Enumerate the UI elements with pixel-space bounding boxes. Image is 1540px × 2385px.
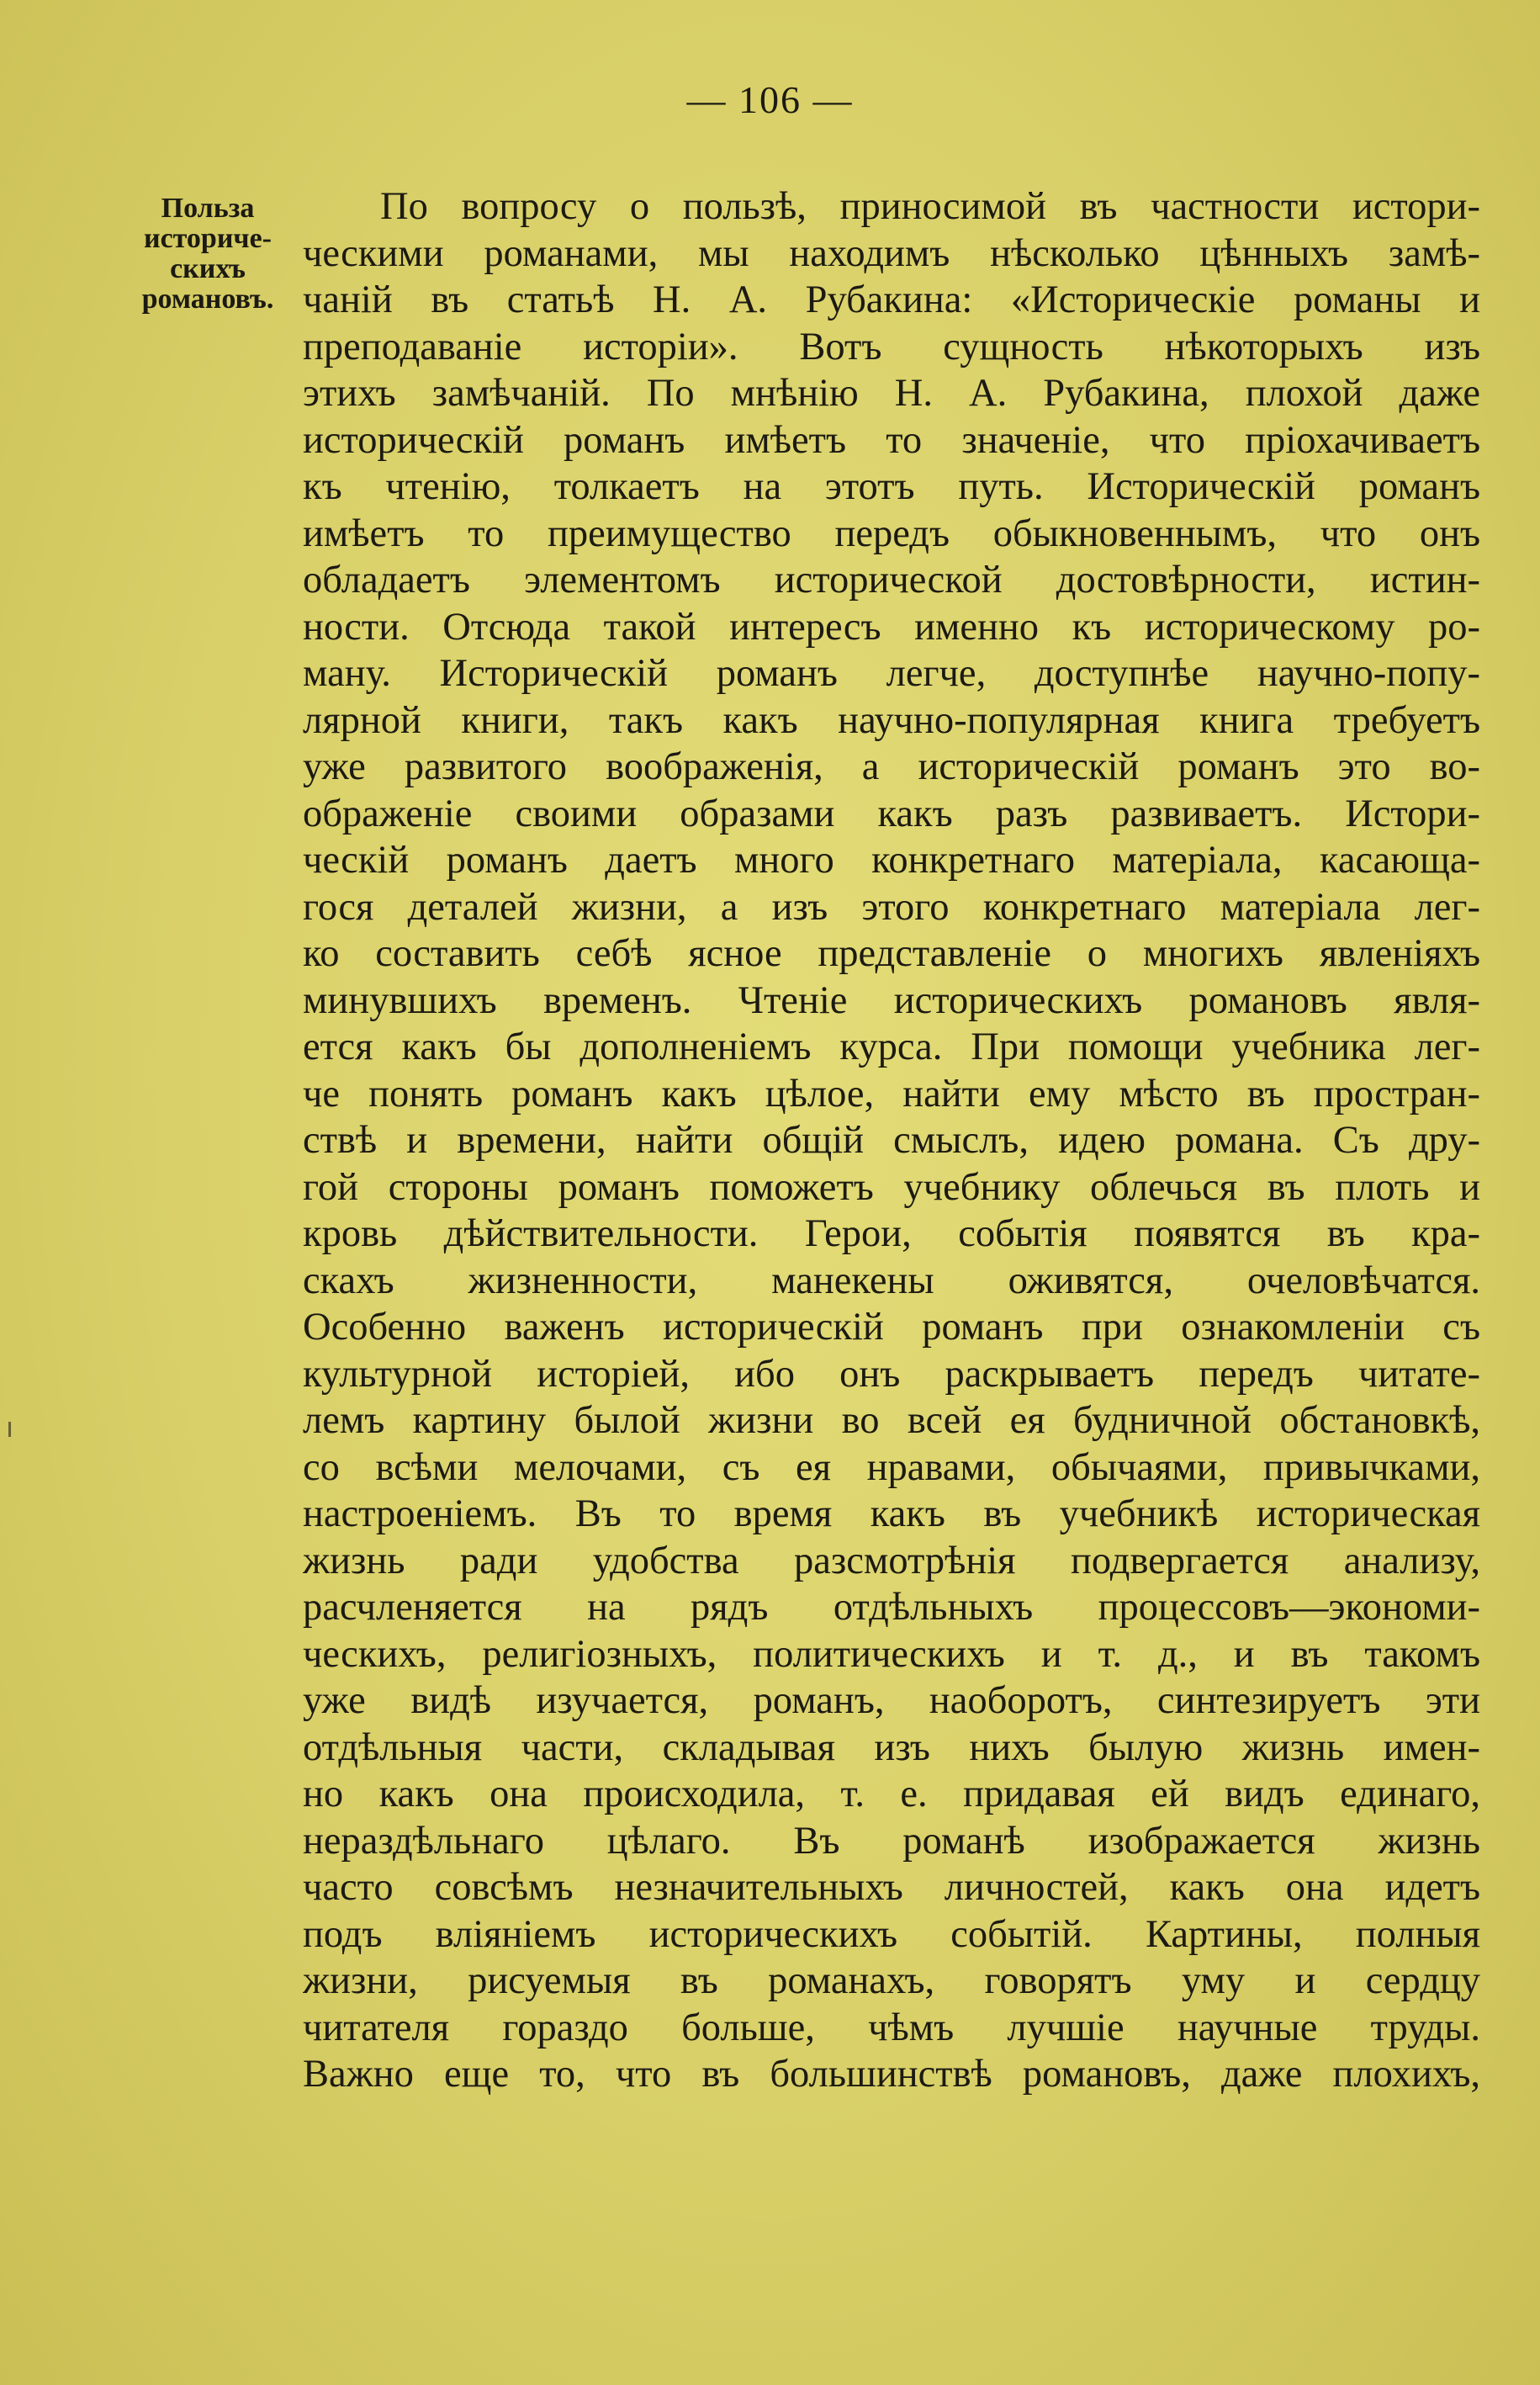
margin-note-line: историче- (143, 223, 273, 254)
text-line: уже видѣ изучается, романъ, наоборотъ, синтезируетъ эти (303, 1679, 1480, 1722)
text-line: По вопросу о пользѣ, приносимой въ частности истори- (380, 185, 1480, 228)
text-line: ческихъ, религіозныхъ, политическихъ и т. д., и въ такомъ (303, 1632, 1480, 1676)
text-line: настроеніемъ. Въ то время какъ въ учебникѣ историческая (303, 1492, 1480, 1535)
text-line: гой стороны романъ поможетъ учебнику облечься въ плоть и (303, 1165, 1480, 1209)
text-line: уже развитого воображенія, а историческій романъ это во- (303, 745, 1480, 788)
text-line: Важно еще то, что въ большинствѣ романовъ, даже плохихъ, (303, 2053, 1480, 2096)
text-line: расчленяется на рядъ отдѣльныхъ процессовъ—экономи- (303, 1586, 1480, 1629)
margin-note-line: романовъ. (141, 284, 274, 315)
text-line: преподаваніе исторіи». Вотъ сущность нѣкоторыхъ изъ (303, 325, 1480, 368)
text-line: историческій романъ имѣетъ то значеніе, что пріохачиваетъ (303, 418, 1480, 462)
text-line: но какъ она происходила, т. е. придавая ей видъ единаго, (303, 1773, 1480, 1815)
margin-note (111, 193, 304, 315)
text-line: подъ вліяніемъ историческихъ событій. Картины, полныя (303, 1912, 1480, 1956)
text-line: Особенно важенъ историческій романъ при ознакомленіи съ (303, 1306, 1480, 1349)
text-line: читателя гораздо больше, чѣмъ лучшіе научные труды. (303, 2006, 1480, 2049)
text-line: ческій романъ даетъ много конкретнаго матеріала, касающа- (303, 839, 1480, 882)
text-line: имѣетъ то преимущество передъ обыкновеннымъ, что онъ (303, 511, 1480, 555)
text-line: ману. Историческій романъ легче, доступнѣе научно-попу- (303, 652, 1480, 695)
text-line: лярной книги, такъ какъ научно-популярная книга требуетъ (303, 698, 1480, 742)
text-line: часто совсѣмъ незначительныхъ личностей, какъ она идетъ (303, 1866, 1480, 1909)
text-line: чаній въ статьѣ Н. А. Рубакина: «Историческіе романы и (303, 278, 1480, 321)
text-line: нераздѣльнаго цѣлаго. Въ романѣ изображается жизнь (303, 1819, 1480, 1863)
text-line: кровь дѣйствительности. Герои, событія появятся въ кра- (303, 1212, 1480, 1255)
text-line: ко составить себѣ ясное представленіе о многихъ явленіяхъ (303, 932, 1480, 975)
text-line: ческими романами, мы находимъ нѣсколько цѣнныхъ замѣ- (303, 231, 1480, 275)
margin-note-line: Польза (161, 193, 255, 224)
text-line: ется какъ бы дополненіемъ курса. При помощи учебника лег- (303, 1026, 1480, 1068)
text-line: культурной исторіей, ибо онъ раскрываетъ передъ читате- (303, 1352, 1480, 1396)
text-line: къ чтенію, толкаетъ на этотъ путь. Историческій романъ (303, 465, 1480, 508)
text-line: ображеніе своими образами какъ разъ развиваетъ. Истори- (303, 792, 1480, 835)
text-line: жизни, рисуемыя въ романахъ, говорятъ уму и сердцу (303, 1959, 1480, 2002)
text-line: скахъ жизненности, манекены оживятся, очеловѣчатся. (303, 1259, 1480, 1302)
text-line: этихъ замѣчаній. По мнѣнію Н. А. Рубакина, плохой даже (303, 372, 1480, 415)
text-line: ствѣ и времени, найти общій смыслъ, идею романа. Съ дру- (303, 1119, 1480, 1162)
text-line: жизнь ради удобства разсмотрѣнія подвергается анализу, (303, 1539, 1480, 1582)
margin-note-line: скихъ (170, 253, 246, 284)
text-line: обладаетъ элементомъ исторической достовѣрности, истин- (303, 559, 1480, 602)
text-line: че понять романъ какъ цѣлое, найти ему мѣсто въ простран- (303, 1072, 1480, 1116)
scan-speck (8, 1422, 11, 1437)
text-line: лемъ картину былой жизни во всей ея будничной обстановкѣ, (303, 1399, 1480, 1442)
body-text (303, 183, 1480, 2098)
page-number: — 106 — (686, 78, 854, 121)
text-line: минувшихъ временъ. Чтеніе историческихъ романовъ явля- (303, 978, 1480, 1022)
text-line: со всѣми мелочами, съ ея нравами, обычаями, привычками, (303, 1445, 1480, 1489)
text-line: ности. Отсюда такой интересъ именно къ историческому ро- (303, 605, 1480, 649)
text-line: отдѣльныя части, складывая изъ нихъ былую жизнь имен- (303, 1725, 1480, 1769)
text-line: гося деталей жизни, а изъ этого конкретнаго матеріала лег- (303, 885, 1480, 929)
